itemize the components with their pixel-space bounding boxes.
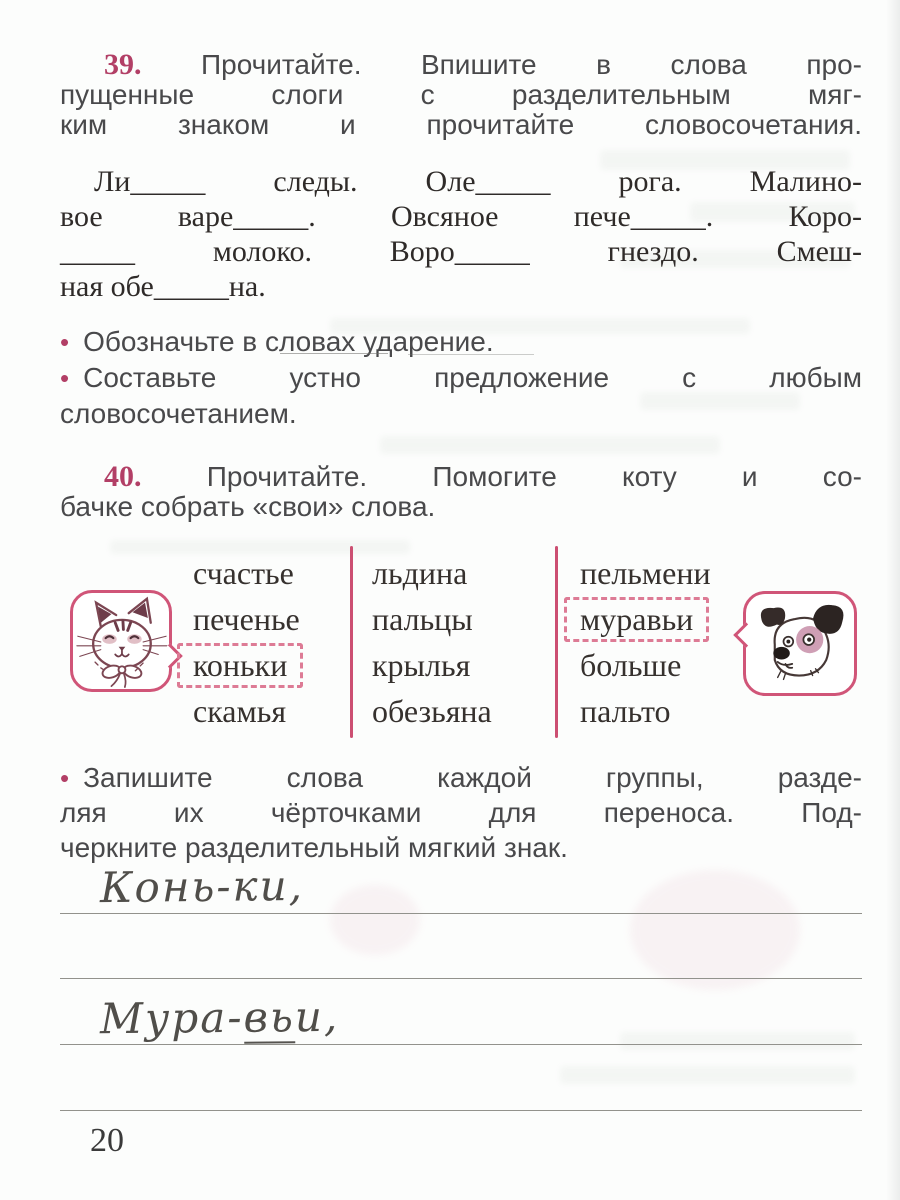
word: пальто — [580, 693, 671, 729]
task-line: • Обозначьте в словах ударение. — [60, 326, 494, 357]
heading-line: пущенные слоги с разделительным мяг- — [60, 79, 862, 110]
underlined-soft-sign: вь — [243, 992, 296, 1042]
body-line: Ли_____ следы. Оле_____ рога. Малино- — [94, 165, 862, 198]
cat-speech-bubble — [70, 590, 172, 692]
heading-line: бачке собрать «свои» слова. — [60, 491, 436, 522]
column-divider — [555, 546, 558, 738]
body-line: вое варе_____. Овсяное пече_____. Коро- — [60, 200, 862, 233]
dog-illustration — [746, 594, 854, 693]
word-highlighted: муравьи — [580, 596, 711, 642]
word: печенье — [193, 601, 300, 637]
word-groups — [60, 548, 862, 740]
exercise-40-heading — [60, 462, 862, 522]
word: обезьяна — [372, 693, 492, 729]
exercise-39-heading — [60, 50, 862, 140]
exercise-39-tasks — [60, 324, 862, 432]
show-through-artifact — [330, 885, 420, 955]
writing-line[interactable] — [60, 1044, 862, 1045]
word-column-middle — [372, 550, 492, 734]
writing-line[interactable] — [60, 1110, 862, 1111]
scan-edge-shadow — [886, 0, 900, 1200]
dog-speech-bubble — [743, 591, 857, 696]
show-through-artifact — [560, 1066, 855, 1084]
bullet-icon: • — [60, 327, 70, 357]
show-through-artifact — [630, 870, 800, 990]
column-divider — [350, 546, 353, 738]
exercise-40-number: 40. — [104, 460, 142, 493]
exercise-40-task — [60, 760, 862, 865]
task-line: черкните разделительный мягкий знак. — [60, 832, 568, 863]
body-line: _____ молоко. Воро_____ гнездо. Смеш- — [60, 235, 862, 268]
body-line: ная обе_____на. — [60, 270, 266, 303]
word: льдина — [372, 555, 468, 591]
word: счастье — [193, 555, 294, 591]
bullet-icon: • — [60, 763, 70, 793]
handwritten-answer-1: Конь-ки, — [99, 860, 305, 913]
pencil-underline — [280, 353, 388, 354]
pencil-underline — [408, 354, 534, 355]
word: скамья — [193, 693, 287, 729]
word: крылья — [372, 647, 471, 683]
exercise-39-body — [60, 164, 862, 304]
task-line: ляя их чёрточками для переноса. Под- — [60, 797, 862, 828]
task-line: • Запишите слова каждой группы, разде- — [60, 762, 862, 793]
writing-line[interactable] — [60, 978, 862, 979]
page-number: 20 — [90, 1122, 124, 1159]
word-column-cat — [193, 550, 303, 734]
word: пальцы — [372, 601, 473, 637]
word: пельмени — [580, 555, 711, 591]
word-highlighted: коньки — [193, 642, 303, 688]
show-through-artifact — [380, 436, 720, 454]
exercise-39-number: 39. — [104, 48, 142, 81]
handwritten-answer-2: Мура-вьи, — [99, 991, 340, 1044]
word-column-dog — [580, 550, 711, 734]
heading-line: ким знаком и прочитайте словосочетания. — [60, 109, 862, 140]
writing-line[interactable] — [60, 913, 862, 914]
bullet-icon: • — [60, 363, 70, 393]
task-line: словосочетанием. — [60, 398, 297, 429]
task-line: • Составьте устно предложение с любым — [60, 362, 862, 393]
show-through-artifact — [620, 1032, 855, 1050]
heading-line: 40. Прочитайте. Помогите коту и со- — [104, 460, 862, 493]
cat-illustration — [73, 593, 169, 689]
heading-line: 39. Прочитайте. Впишите в слова про- — [104, 48, 862, 81]
word: больше — [580, 647, 682, 683]
